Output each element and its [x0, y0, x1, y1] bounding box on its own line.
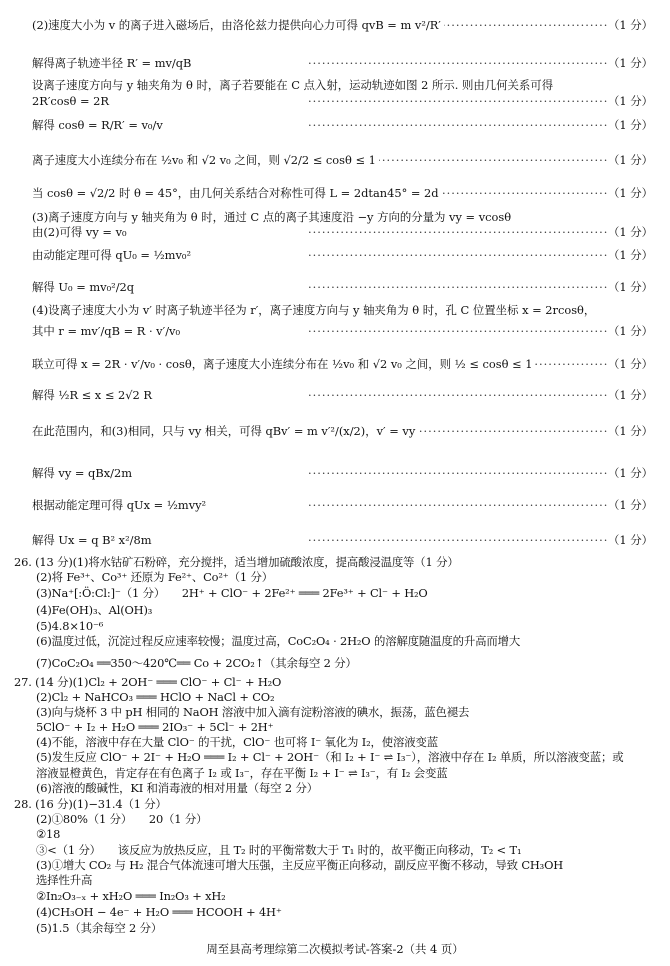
- answer-line: (6)温度过低，沉淀过程反应速率较慢；温度过高，CoC₂O₄ · 2H₂O 的溶解度随温度的升高而增大: [36, 634, 521, 648]
- dot-leader: [308, 118, 608, 132]
- solution-text: 解得 U₀ = mv₀²/2q: [32, 280, 137, 294]
- solution-text: 设离子速度方向与 y 轴夹角为 θ 时，离子若要能在 C 点入射，运动轨迹如图 2 所示. 则由几何关系可得: [32, 78, 556, 92]
- score-label: （1 分）: [608, 533, 654, 547]
- dot-leader: [308, 498, 608, 512]
- dot-leader: [308, 466, 608, 480]
- solution-line: [32, 153, 652, 167]
- answer-line: (5)发生反应 ClO⁻ + 2I⁻ + H₂O ═══ I₂ + Cl⁻ + 2OH⁻（和 I₂ + I⁻ ⇌ I₃⁻），溶液中存在 I₂ 单质，所以溶液变蓝；或: [36, 750, 624, 764]
- answer-line: 28. (16 分)(1)−31.4（1 分）: [14, 797, 167, 811]
- solution-line: [32, 56, 652, 70]
- solution-text: 由(2)可得 vy = v₀: [32, 225, 130, 239]
- solution-text: 解得 vy = qBx/2m: [32, 466, 135, 480]
- answer-line: (4)Fe(OH)₃、Al(OH)₃: [36, 603, 153, 617]
- answer-line: 26. (13 分)(1)将水钴矿石粉碎，充分搅拌，适当增加硫酸浓度，提高酸浸温度等（1 分）: [14, 555, 459, 569]
- solution-line: [32, 498, 652, 512]
- dot-leader: [308, 94, 608, 108]
- solution-text: (4)设离子速度大小为 v′ 时离子轨迹半径为 r′，离子速度方向与 y 轴夹角为 θ 时，孔 C 位置坐标 x = 2rcosθ，: [32, 303, 598, 317]
- solution-line: [32, 186, 652, 200]
- dot-leader: [308, 56, 608, 70]
- score-label: （1 分）: [608, 248, 654, 262]
- score-label: （1 分）: [608, 186, 654, 200]
- answer-line: (2)①80%（1 分） 20（1 分）: [36, 812, 208, 826]
- answer-line: (5)4.8×10⁻⁶: [36, 619, 104, 633]
- solution-text: 解得离子轨迹半径 R′ = mv/qB: [32, 56, 194, 70]
- solution-line: [32, 94, 652, 108]
- page-footer: 周至县高考理综第二次模拟考试-答案-2（共 4 页）: [206, 942, 464, 956]
- solution-text: 解得 cosθ = R/R′ = v₀/v: [32, 118, 166, 132]
- answer-line: (5)1.5（其余每空 2 分）: [36, 921, 163, 935]
- solution-text: 在此范围内，和(3)相同，只与 vy 相关，可得 qBv′ = m v′²/(x/2)，v′ = vy: [32, 424, 418, 438]
- answer-line: 5ClO⁻ + I₂ + H₂O ═══ 2IO₃⁻ + 5Cl⁻ + 2H⁺: [36, 720, 274, 734]
- answer-line: 选择性升高: [36, 873, 93, 887]
- solution-line: [32, 533, 652, 547]
- solution-text: 根据动能定理可得 qUx = ½mvy²: [32, 498, 209, 512]
- solution-line: [32, 210, 652, 224]
- solution-text: 联立可得 x = 2R · v′/v₀ · cosθ，离子速度大小连续分布在 ½v₀ 和 √2 v₀ 之间，则 ½ ≤ cosθ ≤ 1: [32, 357, 535, 371]
- solution-line: [32, 118, 652, 132]
- dot-leader: [308, 324, 608, 338]
- score-label: （1 分）: [608, 388, 654, 402]
- solution-text: (2)速度大小为 v 的离子进入磁场后，由洛伦兹力提供向心力可得 qvB = m v²/R′: [32, 18, 444, 32]
- solution-line: [32, 248, 652, 262]
- solution-line: [32, 357, 652, 371]
- dot-leader: [308, 388, 608, 402]
- score-label: （1 分）: [608, 225, 654, 239]
- score-label: （1 分）: [608, 280, 654, 294]
- answer-line: (7)CoC₂O₄ ══350～420℃══ Co + 2CO₂↑（其余每空 2 分）: [36, 656, 357, 670]
- solution-text: 解得 Ux = q B² x²/8m: [32, 533, 155, 547]
- answer-line: (3)Na⁺[:Ö:Cl:]⁻（1 分） 2H⁺ + ClO⁻ + 2Fe²⁺ ═══ 2Fe³⁺ + Cl⁻ + H₂O: [36, 586, 428, 600]
- score-label: （1 分）: [608, 56, 654, 70]
- answer-line: (4)不能，溶液中存在大量 ClO⁻ 的干扰，ClO⁻ 也可将 I⁻ 氧化为 I₂，使溶液变蓝: [36, 735, 438, 749]
- answer-line: 27. (14 分)(1)Cl₂ + 2OH⁻ ═══ ClO⁻ + Cl⁻ + H₂O: [14, 675, 282, 689]
- solution-line: [32, 303, 652, 317]
- solution-text: 由动能定理可得 qU₀ = ½mv₀²: [32, 248, 194, 262]
- solution-line: [32, 18, 652, 32]
- score-label: （1 分）: [608, 424, 654, 438]
- answer-line: ②In₂O₃₋ₓ + xH₂O ═══ In₂O₃ + xH₂: [36, 889, 226, 903]
- score-label: （1 分）: [608, 18, 654, 32]
- solution-line: [32, 424, 652, 438]
- solution-text: 2R′cosθ = 2R: [32, 94, 112, 108]
- answer-line: (4)CH₃OH − 4e⁻ + H₂O ═══ HCOOH + 4H⁺: [36, 905, 282, 919]
- solution-line: [32, 78, 652, 92]
- score-label: （1 分）: [608, 94, 654, 108]
- score-label: （1 分）: [608, 118, 654, 132]
- answer-line: ②18: [36, 827, 61, 841]
- score-label: （1 分）: [608, 153, 654, 167]
- solution-text: 当 cosθ = √2/2 时 θ = 45°，由几何关系结合对称性可得 L = 2dtan45° = 2d: [32, 186, 442, 200]
- score-label: （1 分）: [608, 357, 654, 371]
- solution-text: 解得 ½R ≤ x ≤ 2√2 R: [32, 388, 155, 402]
- score-label: （1 分）: [608, 324, 654, 338]
- answer-line: (6)溶液的酸碱性，KI 和消毒液的相对用量（每空 2 分）: [36, 781, 318, 795]
- answer-line: (2)Cl₂ + NaHCO₃ ═══ HClO + NaCl + CO₂: [36, 690, 275, 704]
- dot-leader: [308, 280, 608, 294]
- solution-text: 其中 r = mv′/qB = R · v′/v₀: [32, 324, 183, 338]
- solution-line: [32, 225, 652, 239]
- score-label: （1 分）: [608, 498, 654, 512]
- answer-line: (3)①增大 CO₂ 与 H₂ 混合气体流速可增大压强，主反应平衡正向移动，副反应平衡不移动，导致 CH₃OH: [36, 858, 564, 872]
- solution-line: [32, 324, 652, 338]
- solution-text: (3)离子速度方向与 y 轴夹角为 θ 时，通过 C 点的离子其速度沿 −y 方向的分量为 vy = vcosθ: [32, 210, 514, 224]
- solution-line: [32, 388, 652, 402]
- solution-text: 离子速度大小连续分布在 ½v₀ 和 √2 v₀ 之间，则 √2/2 ≤ cosθ ≤ 1: [32, 153, 379, 167]
- answer-line: ③<（1 分） 该反应为放热反应，且 T₂ 时的平衡常数大于 T₁ 时的，故平衡正向移动，T₂ < T₁: [36, 843, 522, 857]
- dot-leader: [308, 248, 608, 262]
- solution-line: [32, 280, 652, 294]
- solution-line: [32, 466, 652, 480]
- answer-line: (2)将 Fe³⁺、Co³⁺ 还原为 Fe²⁺、Co²⁺（1 分）: [36, 570, 273, 584]
- dot-leader: [308, 533, 608, 547]
- dot-leader: [308, 225, 608, 239]
- answer-line: 溶液显橙黄色，肯定存在有色离子 I₂ 或 I₃⁻，存在平衡 I₂ + I⁻ ⇌ I₃⁻，有 I₂ 会变蓝: [36, 766, 448, 780]
- answer-line: (3)向与烧杯 3 中 pH 相同的 NaOH 溶液中加入滴有淀粉溶液的碘水，振荡，蓝色褪去: [36, 705, 470, 719]
- score-label: （1 分）: [608, 466, 654, 480]
